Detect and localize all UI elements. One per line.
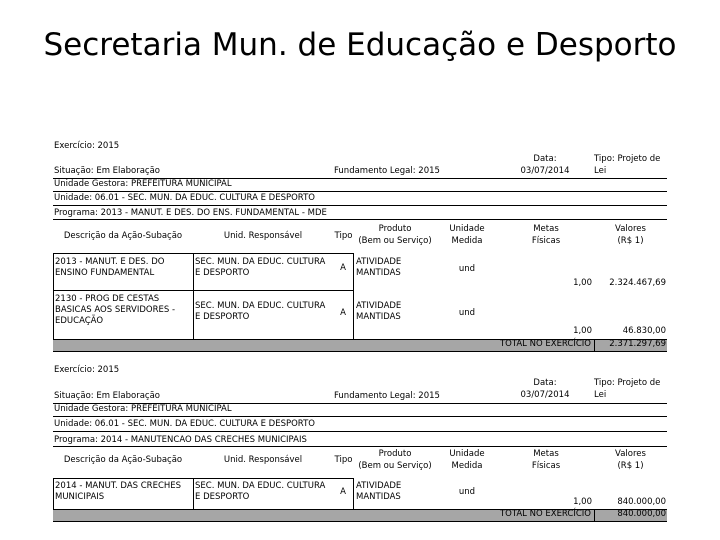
header-valores-2: (R$ 1) — [617, 236, 644, 246]
row-valor: 46.830,00 — [622, 326, 666, 336]
total-label: TOTAL NO EXERCÍCIO — [499, 509, 591, 519]
row-tipo: A — [340, 263, 346, 273]
unidade-label: Unidade: 06.01 - SEC. MUN. DA EDUC. CULTURA E DESPORTO — [54, 193, 315, 203]
row-tipo: A — [340, 308, 346, 318]
data-value: 03/07/2014 — [520, 166, 570, 176]
row-produto: ATIVIDADE MANTIDAS — [356, 257, 402, 279]
tipo-value: Lei — [594, 390, 607, 400]
row-produto: ATIVIDADE MANTIDAS — [356, 301, 402, 323]
header-tipo: Tipo — [334, 455, 353, 465]
total-value: 2.371.297,69 — [609, 339, 666, 349]
tipo-label: Tipo: Projeto de — [594, 154, 661, 164]
row-acao: 2130 - PROG DE CESTAS BASICAS AOS SERVIDORES - EDUCAÇÃO — [55, 294, 176, 327]
header-acao: Descrição da Ação-Subação — [63, 231, 183, 241]
row-metas: 1,00 — [573, 326, 592, 336]
header-unid: Unid. Responsável — [223, 455, 303, 465]
total-label: TOTAL NO EXERCÍCIO — [499, 339, 591, 349]
row-unid: SEC. MUN. DA EDUC. CULTURA E DESPORTO — [195, 481, 326, 503]
header-unidade-1: Unidade — [449, 449, 485, 459]
row-acao: 2013 - MANUT. E DES. DO ENSINO FUNDAMENTAL — [55, 257, 165, 279]
header-valores-2: (R$ 1) — [617, 461, 644, 471]
programa-label: Programa: 2013 - MANUT. E DES. DO ENS. FUNDAMENTAL - MDE — [54, 208, 327, 218]
header-valores-1: Valores — [615, 449, 646, 459]
header-produto-2: (Bem ou Serviço) — [358, 461, 432, 471]
data-label: Data: — [533, 378, 557, 388]
fundamento-label: Fundamento Legal: 2015 — [334, 166, 440, 176]
tipo-value: Lei — [594, 166, 607, 176]
slide-title: Secretaria Mun. de Educação e Desporto — [43, 27, 677, 63]
situacao-label: Situação: Em Elaboração — [54, 166, 161, 176]
row-medida: und — [458, 487, 476, 497]
header-acao: Descrição da Ação-Subação — [63, 455, 183, 465]
programa-label: Programa: 2014 - MANUTENCAO DAS CRECHES MUNICIPAIS — [54, 435, 307, 445]
row-acao: 2014 - MANUT. DAS CRECHES MUNICIPAIS — [55, 481, 182, 503]
row-medida: und — [458, 264, 476, 274]
header-produto-2: (Bem ou Serviço) — [358, 236, 432, 246]
header-produto-1: Produto — [378, 224, 412, 234]
unidade-gestora: Unidade Gestora: PREFEITURA MUNICIPAL — [54, 404, 232, 414]
header-metas-1: Metas — [533, 449, 559, 459]
header-unidade-1: Unidade — [449, 224, 485, 234]
data-value: 03/07/2014 — [520, 390, 570, 400]
row-unid: SEC. MUN. DA EDUC. CULTURA E DESPORTO — [195, 257, 326, 279]
row-produto: ATIVIDADE MANTIDAS — [356, 481, 402, 503]
header-unidade-2: Medida — [451, 461, 483, 471]
header-valores-1: Valores — [615, 224, 646, 234]
header-metas-2: Físicas — [531, 461, 561, 471]
header-produto-1: Produto — [378, 449, 412, 459]
row-medida: und — [458, 308, 476, 318]
header-metas-1: Metas — [533, 224, 559, 234]
header-unid: Unid. Responsável — [223, 231, 303, 241]
tipo-label: Tipo: Projeto de — [594, 378, 661, 388]
unidade-label: Unidade: 06.01 - SEC. MUN. DA EDUC. CULTURA E DESPORTO — [54, 419, 315, 429]
exercicio-label: Exercício: 2015 — [54, 365, 120, 375]
row-metas: 1,00 — [573, 497, 592, 507]
row-unid: SEC. MUN. DA EDUC. CULTURA E DESPORTO — [195, 301, 326, 323]
row-tipo: A — [340, 487, 346, 497]
total-value: 840.000,00 — [617, 509, 666, 519]
situacao-label: Situação: Em Elaboração — [54, 391, 161, 401]
row-metas: 1,00 — [573, 278, 592, 288]
header-unidade-2: Medida — [451, 236, 483, 246]
row-valor: 2.324.467,69 — [609, 278, 666, 288]
header-tipo: Tipo — [334, 231, 353, 241]
header-metas-2: Físicas — [531, 236, 561, 246]
row-valor: 840.000,00 — [617, 497, 666, 507]
exercicio-label: Exercício: 2015 — [54, 141, 120, 151]
data-label: Data: — [533, 154, 557, 164]
unidade-gestora: Unidade Gestora: PREFEITURA MUNICIPAL — [54, 179, 232, 189]
fundamento-label: Fundamento Legal: 2015 — [334, 391, 440, 401]
